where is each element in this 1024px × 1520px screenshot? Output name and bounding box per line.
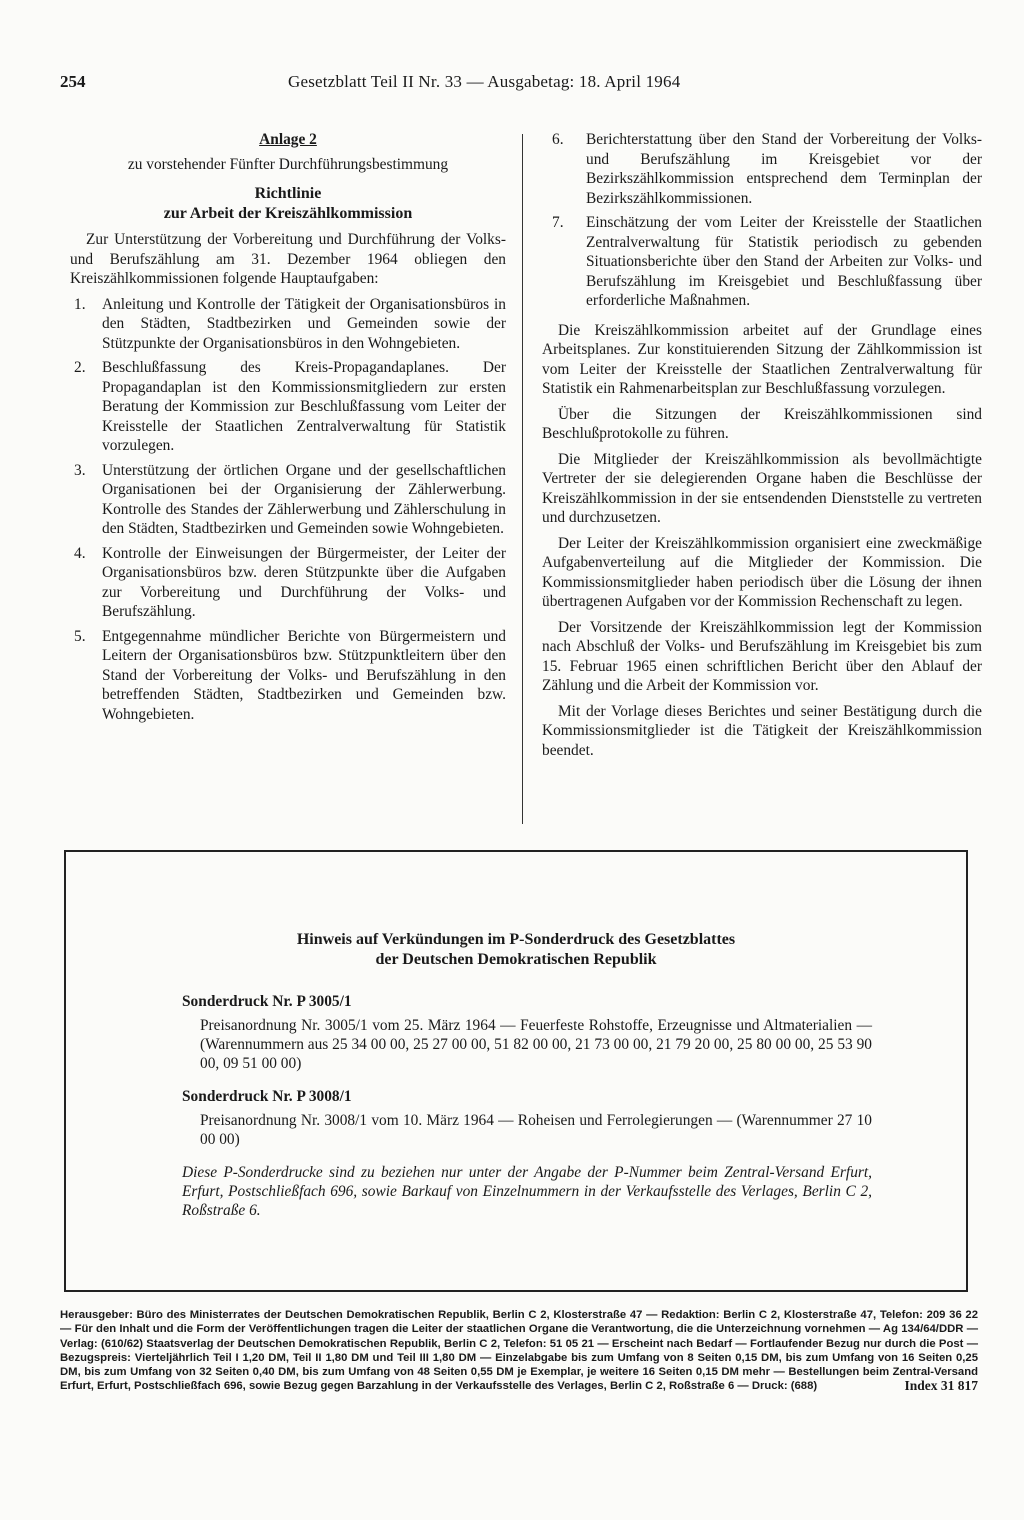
list-item — [70, 544, 506, 622]
intro-paragraph: Zur Unterstützung der Vorbereitung und Durchführung der Volks- und Berufszählung am 31. Dezember 1964 obliegen den Kreiszählkommissionen folgende Hauptaufgaben: — [70, 231, 506, 287]
sonderdruck-notice-box — [64, 850, 968, 1292]
notice-content — [182, 992, 872, 1220]
list-item-number: 7. — [552, 214, 564, 231]
index-number: Index 31 817 — [904, 1378, 978, 1394]
list-item — [70, 358, 506, 456]
richtlinie-title-line2: zur Arbeit der Kreiszählkommission — [163, 205, 413, 222]
richtlinie-title — [70, 184, 506, 224]
list-item — [542, 130, 982, 208]
sonderdruck-heading: Sonderdruck Nr. P 3005/1 — [182, 993, 352, 1010]
list-item-text: Berichterstattung über den Stand der Vorbereitung der Volks- und Berufszählung im Kreisgebiet vor der Bezirkszählkommission entsprechend dem Terminplan der Bezirkszählkommissionen. — [586, 131, 982, 207]
body-paragraph: Die Kreiszählkommission arbeitet auf der Grundlage eines Arbeitsplanes. Zur konstituierenden Sitzung der Zählkommission ist vom Leiter der Kreisstelle der Staatlichen Zentralverwaltung für Statistik ein Rahmenarbeitsplan zur Beschlußfassung vorzulegen. — [542, 321, 982, 397]
list-item-text: Entgegennahme mündlicher Berichte von Bürgermeistern und Leitern der Organisationsbüros bzw. Stützpunktleitern über den Stand der Vorbereitung der Volks- und Berufszählung in den betreffenden Städten, Stadtbezirken und Gemeinden bzw. Wohngebieten. — [102, 627, 506, 723]
left-column — [70, 130, 506, 729]
sonderdruck-text: Preisanordnung Nr. 3008/1 vom 10. März 1964 — Roheisen und Ferrolegierungen — (Warennummer 27 10 00 00) — [200, 1112, 872, 1148]
list-item — [70, 627, 506, 725]
column-divider — [522, 134, 523, 824]
notice-title-line2: der Deutschen Demokratischen Republik — [375, 951, 657, 968]
body-paragraph: Über die Sitzungen der Kreiszählkommissionen sind Beschlußprotokolle zu führen. — [542, 405, 982, 442]
list-item-text: Beschlußfassung des Kreis-Propagandaplanes. Der Propagandaplan ist den Kommissionsmitgliedern zur ersten Beratung der Kommission zur Beschlußfassung vom Leiter der Kreisstelle der Staatlichen Zentralverwaltung für Statistik vorzulegen. — [102, 359, 506, 454]
impressum — [60, 1308, 978, 1394]
sonderdruck-heading: Sonderdruck Nr. P 3008/1 — [182, 1088, 352, 1105]
list-item — [70, 295, 506, 354]
running-head: Gesetzblatt Teil II Nr. 33 — Ausgabetag: 18. April 1964 — [288, 72, 681, 91]
page-number: 254 — [60, 72, 86, 91]
anlage-subtitle: zu vorstehender Fünfter Durchführungsbestimmung — [127, 155, 449, 173]
list-item — [70, 461, 506, 539]
list-item-number: 6. — [552, 131, 564, 148]
list-item-text: Unterstützung der örtlichen Organe und der gesellschaftlichen Organisationen bei der Organisierung der Zählerwerbung. Kontrolle des Standes der Zählerwerbung und Zählerschulung in den Städten, Stadtbezirken und Gemeinden sowie Wohngebieten. — [102, 461, 506, 537]
list-item-text: Anleitung und Kontrolle der Tätigkeit der Organisationsbüros in den Städten, Stadtbezirken und Gemeinden sowie der Stützpunkte der Organisationsbüros in den Wohngebieten. — [102, 295, 506, 352]
sonderdruck-text: Preisanordnung Nr. 3005/1 vom 25. März 1964 — Feuerfeste Rohstoffe, Erzeugnisse und Altmaterialien — (Warennummern aus 25 34 00 00, 25 27 00 00, 51 82 00 00, 21 73 00 00, 21 79 20 00, 25 80 00 00, 25 53 90 00, 09 51 00 00) — [200, 1017, 872, 1072]
notice-title — [66, 930, 966, 970]
list-item-number: 2. — [74, 359, 86, 376]
anlage-label: Anlage 2 — [259, 131, 317, 148]
list-item-text: Kontrolle der Einweisungen der Bürgermeister, der Leiter der Organisationsbüros bzw. deren Stützpunkte über die Aufgaben zur Vorbereitung und Durchführung der Volks- und Berufszählung. — [102, 544, 506, 620]
list-item — [542, 213, 982, 311]
impressum-text: Herausgeber: Büro des Ministerrates der Deutschen Demokratischen Republik, Berlin C 2, Klosterstraße 47 — Redaktion: Berlin C 2, Klosterstraße 47, Telefon: 209 36 22 — Für den Inhalt und die Form der Veröffentlichungen tragen die Leiter der staatlichen Organe die Verantwortung, die die Unterzeichnung vornehmen — Ag 134/64/DDR — Verlag: (610/62) Staatsverlag der Deutschen Demokratischen Republik, Berlin C 2, Telefon: 51 05 21 — Erscheint nach Bedarf — Fortlaufender Bezug nur durch die Post — Bezugspreis: Vierteljährlich Teil I 1,20 DM, Teil II 1,80 DM und Teil III 1,80 DM — Einzelabgabe bis zum Umfang von 8 Seiten 0,15 DM, bis zum Umfang von 16 Seiten 0,25 DM, bis zum Umfang von 32 Seiten 0,40 DM, bis zum Umfang von 48 Seiten 0,55 DM je Exemplar, je weitere 16 Seiten 0,15 DM mehr — Bestellungen beim Zentral-Versand Erfurt, Erfurt, Postschließfach 696, sowie Bezug gegen Barzahlung in der Verkaufsstelle des Verlages, Berlin C 2, Roßstraße 6 — Druck: (688) — [60, 1309, 978, 1393]
list-item-number: 4. — [74, 544, 86, 562]
list-item-text: Einschätzung der vom Leiter der Kreisstelle der Staatlichen Zentralverwaltung für Statistik periodisch zu gebenden Situationsberichte über den Stand der Arbeiten zur Volks- und Berufszählung im Kreisgebiet und Beschlußfassung über erforderliche Maßnahmen. — [586, 214, 982, 309]
right-column — [542, 130, 982, 766]
list-item-number: 3. — [74, 461, 86, 479]
body-paragraph: Die Mitglieder der Kreiszählkommission als bevollmächtigte Vertreter der sie delegierenden Organe haben die Beschlüsse der Kreiszählkommission in der sie entsendenden Dienststelle zu vertreten und durchzusetzen. — [542, 450, 982, 526]
body-paragraph: Mit der Vorlage dieses Berichtes und seiner Bestätigung durch die Kommissionsmitglieder ist die Tätigkeit der Kreiszählkommission beendet. — [542, 702, 982, 759]
body-paragraph: Der Leiter der Kreiszählkommission organisiert eine zweckmäßige Aufgabenverteilung auf die Mitglieder der Kommission. Die Kommissionsmitglieder haben periodisch über die Lösung der ihnen übertragenen Aufgaben vor der Kommission Rechenschaft zu legen. — [542, 534, 982, 610]
list-item-number: 1. — [74, 295, 86, 313]
notice-title-line1: Hinweis auf Verkündungen im P-Sonderdruck des Gesetzblattes — [296, 931, 736, 948]
sonderdruck-ordering-note: Diese P-Sonderdrucke sind zu beziehen nur unter der Angabe der P-Nummer beim Zentral-Versand Erfurt, Erfurt, Postschließfach 696, sowie Barkauf von Einzelnummern in der Verkaufsstelle des Verlages, Berlin C 2, Roßstraße 6. — [182, 1164, 872, 1219]
body-paragraph: Der Vorsitzende der Kreiszählkommission legt der Kommission nach Abschluß der Volks- und Berufszählung im Kreisgebiet bis zum 15. Februar 1965 einen schriftlichen Bericht über den Ablauf der Zählung und die Arbeit der Kommission vor. — [542, 618, 982, 694]
list-item-number: 5. — [74, 627, 86, 645]
richtlinie-title-line1: Richtlinie — [254, 185, 322, 202]
